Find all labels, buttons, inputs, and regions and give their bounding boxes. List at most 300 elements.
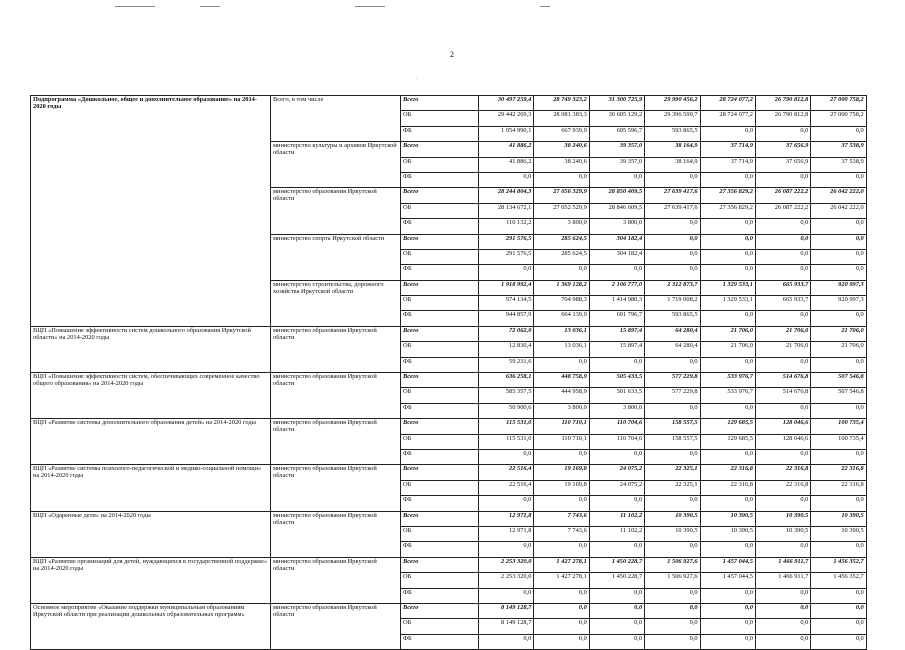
amount-cell: 0,0 bbox=[811, 634, 866, 649]
amount-cell: 2 253 320,0 bbox=[479, 573, 534, 588]
amount-cell: 0,0 bbox=[755, 619, 810, 634]
amount-cell: 10 390,5 bbox=[755, 526, 810, 541]
amount-cell: 0,0 bbox=[811, 357, 866, 372]
amount-cell: 10 390,5 bbox=[755, 511, 810, 526]
amount-cell: 22 516,4 bbox=[479, 465, 534, 480]
amount-cell: 12 971,8 bbox=[479, 511, 534, 526]
amount-cell: 26 790 812,8 bbox=[755, 111, 810, 126]
amount-cell: 129 685,5 bbox=[700, 419, 755, 434]
amount-cell: 0,0 bbox=[755, 126, 810, 141]
amount-cell: 26 042 222,0 bbox=[811, 203, 866, 218]
amount-cell: 29 990 456,2 bbox=[645, 96, 700, 111]
funding-source-cell: ФБ bbox=[401, 403, 479, 418]
amount-cell: 50 900,6 bbox=[479, 403, 534, 418]
amount-cell: 593 865,5 bbox=[645, 126, 700, 141]
funding-source-cell: ОБ bbox=[401, 573, 479, 588]
amount-cell: 0,0 bbox=[534, 172, 589, 187]
amount-cell: 0,0 bbox=[645, 403, 700, 418]
amount-cell: 1 054 990,1 bbox=[479, 126, 534, 141]
organization-cell: министерство образования Иркутской области bbox=[271, 603, 401, 649]
amount-cell: 10 390,5 bbox=[700, 526, 755, 541]
amount-cell: 0,0 bbox=[755, 403, 810, 418]
amount-cell: 0,0 bbox=[811, 603, 866, 618]
amount-cell: 110 704,6 bbox=[589, 419, 644, 434]
table-row bbox=[31, 419, 867, 434]
funding-source-cell: ОБ bbox=[401, 526, 479, 541]
amount-cell: 304 182,4 bbox=[589, 249, 644, 264]
amount-cell: 21 706,0 bbox=[700, 326, 755, 341]
funding-source-cell: ОБ bbox=[401, 111, 479, 126]
amount-cell: 39 357,0 bbox=[589, 142, 644, 157]
amount-cell: 128 046,6 bbox=[755, 419, 810, 434]
amount-cell: 24 075,2 bbox=[589, 480, 644, 495]
funding-source-cell: ОБ bbox=[401, 203, 479, 218]
amount-cell: 28 749 323,2 bbox=[534, 96, 589, 111]
amount-cell: 59 231,6 bbox=[479, 357, 534, 372]
funding-source-cell: Всего bbox=[401, 188, 479, 203]
amount-cell: 30 497 259,4 bbox=[479, 96, 534, 111]
amount-cell: 28 724 077,2 bbox=[700, 111, 755, 126]
amount-cell: 110 710,1 bbox=[534, 419, 589, 434]
amount-cell: 585 357,5 bbox=[479, 388, 534, 403]
amount-cell: 27 639 417,6 bbox=[645, 203, 700, 218]
amount-cell: 0,0 bbox=[700, 403, 755, 418]
organization-cell: министерство образования Иркутской области bbox=[271, 188, 401, 234]
amount-cell: 1 456 352,7 bbox=[811, 557, 866, 572]
organization-cell: министерство образования Иркутской области bbox=[271, 326, 401, 372]
amount-cell: 0,0 bbox=[534, 619, 589, 634]
amount-cell: 0,0 bbox=[755, 449, 810, 464]
amount-cell: 0,0 bbox=[645, 542, 700, 557]
amount-cell: 3 800,0 bbox=[534, 219, 589, 234]
amount-cell: 110 710,1 bbox=[534, 434, 589, 449]
amount-cell: 22 316,8 bbox=[755, 480, 810, 495]
amount-cell: 0,0 bbox=[700, 249, 755, 264]
amount-cell: 15 897,4 bbox=[589, 326, 644, 341]
funding-source-cell: Всего bbox=[401, 373, 479, 388]
amount-cell: 158 557,5 bbox=[645, 434, 700, 449]
amount-cell: 285 624,5 bbox=[534, 234, 589, 249]
amount-cell: 0,0 bbox=[700, 126, 755, 141]
funding-source-cell: ОБ bbox=[401, 157, 479, 172]
funding-source-cell: ФБ bbox=[401, 126, 479, 141]
budget-table bbox=[30, 95, 867, 650]
amount-cell: 30 605 129,2 bbox=[589, 111, 644, 126]
funding-source-cell: Всего bbox=[401, 234, 479, 249]
amount-cell: 0,0 bbox=[755, 357, 810, 372]
amount-cell: 26 790 812,8 bbox=[755, 96, 810, 111]
amount-cell: 1 719 008,2 bbox=[645, 296, 700, 311]
amount-cell: 0,0 bbox=[534, 603, 589, 618]
funding-source-cell: Всего bbox=[401, 557, 479, 572]
amount-cell: 0,0 bbox=[645, 357, 700, 372]
amount-cell: 304 182,4 bbox=[589, 234, 644, 249]
amount-cell: 27 356 829,2 bbox=[700, 188, 755, 203]
amount-cell: 0,0 bbox=[700, 496, 755, 511]
amount-cell: 0,0 bbox=[534, 588, 589, 603]
amount-cell: 0,0 bbox=[645, 219, 700, 234]
amount-cell: 2 106 777,0 bbox=[589, 280, 644, 295]
amount-cell: 0,0 bbox=[645, 603, 700, 618]
amount-cell: 21 706,0 bbox=[700, 342, 755, 357]
amount-cell: 0,0 bbox=[755, 219, 810, 234]
amount-cell: 38 164,9 bbox=[645, 157, 700, 172]
amount-cell: 0,0 bbox=[811, 449, 866, 464]
amount-cell: 10 390,5 bbox=[700, 511, 755, 526]
amount-cell: 21 706,0 bbox=[811, 342, 866, 357]
amount-cell: 7 743,6 bbox=[534, 526, 589, 541]
amount-cell: 0,0 bbox=[589, 265, 644, 280]
amount-cell: 24 075,2 bbox=[589, 465, 644, 480]
amount-cell: 27 000 758,2 bbox=[811, 96, 866, 111]
funding-source-cell: ФБ bbox=[401, 265, 479, 280]
amount-cell: 448 758,9 bbox=[534, 373, 589, 388]
amount-cell: 27 052 529,9 bbox=[534, 203, 589, 218]
amount-cell: 0,0 bbox=[534, 496, 589, 511]
funding-source-cell: ФБ bbox=[401, 588, 479, 603]
amount-cell: 21 706,0 bbox=[755, 326, 810, 341]
amount-cell: 27 356 829,2 bbox=[700, 203, 755, 218]
amount-cell: 0,0 bbox=[811, 403, 866, 418]
amount-cell: 27 056 329,9 bbox=[534, 188, 589, 203]
amount-cell: 0,0 bbox=[811, 172, 866, 187]
amount-cell: 22 316,8 bbox=[811, 480, 866, 495]
amount-cell: 533 976,7 bbox=[700, 373, 755, 388]
amount-cell: 110 132,2 bbox=[479, 219, 534, 234]
amount-cell: 0,0 bbox=[534, 449, 589, 464]
amount-cell: 28 846 609,5 bbox=[589, 203, 644, 218]
amount-cell: 0,0 bbox=[811, 126, 866, 141]
amount-cell: 1 506 927,6 bbox=[645, 573, 700, 588]
funding-source-cell: ОБ bbox=[401, 619, 479, 634]
amount-cell: 27 000 758,2 bbox=[811, 111, 866, 126]
amount-cell: 10 390,5 bbox=[811, 526, 866, 541]
amount-cell: 2 253 320,0 bbox=[479, 557, 534, 572]
amount-cell: 8 149 128,7 bbox=[479, 603, 534, 618]
scan-dot: · bbox=[416, 76, 418, 82]
amount-cell: 505 433,5 bbox=[589, 373, 644, 388]
amount-cell: 514 676,8 bbox=[755, 388, 810, 403]
amount-cell: 1 427 278,1 bbox=[534, 573, 589, 588]
amount-cell: 1 466 911,7 bbox=[755, 573, 810, 588]
amount-cell: 37 714,9 bbox=[700, 157, 755, 172]
amount-cell: 0,0 bbox=[479, 449, 534, 464]
amount-cell: 10 390,5 bbox=[645, 526, 700, 541]
amount-cell: 28 244 804,3 bbox=[479, 188, 534, 203]
budget-table-body bbox=[31, 96, 867, 650]
amount-cell: 0,0 bbox=[755, 634, 810, 649]
amount-cell: 0,0 bbox=[589, 172, 644, 187]
amount-cell: 0,0 bbox=[589, 619, 644, 634]
amount-cell: 0,0 bbox=[589, 496, 644, 511]
amount-cell: 38 164,9 bbox=[645, 142, 700, 157]
amount-cell: 664 139,9 bbox=[534, 311, 589, 326]
amount-cell: 1 506 927,6 bbox=[645, 557, 700, 572]
amount-cell: 0,0 bbox=[811, 265, 866, 280]
amount-cell: 64 280,4 bbox=[645, 326, 700, 341]
amount-cell: 665 933,7 bbox=[755, 296, 810, 311]
amount-cell: 31 300 725,9 bbox=[589, 96, 644, 111]
amount-cell: 1 918 992,4 bbox=[479, 280, 534, 295]
amount-cell: 691 796,7 bbox=[589, 311, 644, 326]
amount-cell: 507 546,8 bbox=[811, 388, 866, 403]
amount-cell: 128 046,6 bbox=[755, 434, 810, 449]
amount-cell: 285 624,5 bbox=[534, 249, 589, 264]
amount-cell: 920 997,3 bbox=[811, 280, 866, 295]
amount-cell: 0,0 bbox=[755, 234, 810, 249]
amount-cell: 0,0 bbox=[700, 449, 755, 464]
amount-cell: 28 134 672,1 bbox=[479, 203, 534, 218]
amount-cell: 0,0 bbox=[534, 357, 589, 372]
amount-cell: 37 656,9 bbox=[755, 157, 810, 172]
amount-cell: 19 169,8 bbox=[534, 465, 589, 480]
amount-cell: 1 466 911,7 bbox=[755, 557, 810, 572]
amount-cell: 0,0 bbox=[645, 634, 700, 649]
amount-cell: 0,0 bbox=[645, 449, 700, 464]
amount-cell: 64 280,4 bbox=[645, 342, 700, 357]
amount-cell: 0,0 bbox=[534, 634, 589, 649]
amount-cell: 0,0 bbox=[755, 311, 810, 326]
funding-source-cell: Всего bbox=[401, 419, 479, 434]
amount-cell: 37 656,9 bbox=[755, 142, 810, 157]
amount-cell: 28 850 409,5 bbox=[589, 188, 644, 203]
amount-cell: 7 743,6 bbox=[534, 511, 589, 526]
amount-cell: 533 976,7 bbox=[700, 388, 755, 403]
organization-cell: министерство строительства, дорожного хозяйства Иркутской области bbox=[271, 280, 401, 326]
amount-cell: 0,0 bbox=[589, 588, 644, 603]
amount-cell: 158 557,5 bbox=[645, 419, 700, 434]
amount-cell: 10 390,5 bbox=[645, 511, 700, 526]
amount-cell: 0,0 bbox=[755, 603, 810, 618]
amount-cell: 0,0 bbox=[811, 542, 866, 557]
amount-cell: 29 442 269,3 bbox=[479, 111, 534, 126]
program-name-cell: Основное мероприятие «Оказание поддержки муниципальным образованиям Иркутской области при реализации дошкольных образовательных программ» bbox=[31, 603, 271, 649]
amount-cell: 0,0 bbox=[700, 588, 755, 603]
amount-cell: 28 724 077,2 bbox=[700, 96, 755, 111]
amount-cell: 0,0 bbox=[700, 603, 755, 618]
program-name-cell: ВЦП «Повышение эффективности систем, обеспечивающих современное качество общего образования» на 2014-2020 годы bbox=[31, 373, 271, 419]
amount-cell: 514 676,8 bbox=[755, 373, 810, 388]
amount-cell: 110 704,6 bbox=[589, 434, 644, 449]
amount-cell: 0,0 bbox=[589, 357, 644, 372]
scan-artifact-line bbox=[0, 6, 905, 8]
funding-source-cell: ФБ bbox=[401, 219, 479, 234]
funding-source-cell: Всего bbox=[401, 280, 479, 295]
amount-cell: 0,0 bbox=[755, 542, 810, 557]
funding-source-cell: Всего bbox=[401, 603, 479, 618]
amount-cell: 3 800,0 bbox=[589, 403, 644, 418]
amount-cell: 26 087 222,2 bbox=[755, 188, 810, 203]
amount-cell: 3 800,0 bbox=[589, 219, 644, 234]
amount-cell: 0,0 bbox=[811, 219, 866, 234]
amount-cell: 593 865,5 bbox=[645, 311, 700, 326]
funding-source-cell: ФБ bbox=[401, 634, 479, 649]
amount-cell: 100 735,4 bbox=[811, 434, 866, 449]
amount-cell: 15 897,4 bbox=[589, 342, 644, 357]
amount-cell: 0,0 bbox=[479, 542, 534, 557]
amount-cell: 0,0 bbox=[811, 496, 866, 511]
program-name-cell: ВЦП «Развитие организаций для детей, нуждающихся в государственной поддержке» на 2014-2020 годы bbox=[31, 557, 271, 603]
amount-cell: 0,0 bbox=[755, 265, 810, 280]
funding-source-cell: ФБ bbox=[401, 311, 479, 326]
funding-source-cell: ОБ bbox=[401, 249, 479, 264]
amount-cell: 0,0 bbox=[755, 496, 810, 511]
amount-cell: 920 997,3 bbox=[811, 296, 866, 311]
amount-cell: 41 886,2 bbox=[479, 142, 534, 157]
amount-cell: 115 531,0 bbox=[479, 419, 534, 434]
amount-cell: 501 633,5 bbox=[589, 388, 644, 403]
program-name-cell: ВЦП «Повышение эффективности систем дошкольного образования Иркутской области» на 2014-2020 годы bbox=[31, 326, 271, 372]
funding-source-cell: ФБ bbox=[401, 357, 479, 372]
amount-cell: 115 531,0 bbox=[479, 434, 534, 449]
amount-cell: 0,0 bbox=[645, 249, 700, 264]
page-number: 2 bbox=[450, 50, 454, 59]
table-row bbox=[31, 373, 867, 388]
amount-cell: 1 329 533,1 bbox=[700, 280, 755, 295]
organization-cell: министерство образования Иркутской области bbox=[271, 419, 401, 465]
organization-cell: министерство образования Иркутской области bbox=[271, 557, 401, 603]
amount-cell: 1 329 533,1 bbox=[700, 296, 755, 311]
amount-cell: 38 240,6 bbox=[534, 157, 589, 172]
funding-source-cell: Всего bbox=[401, 326, 479, 341]
funding-source-cell: Всего bbox=[401, 142, 479, 157]
amount-cell: 22 316,8 bbox=[700, 465, 755, 480]
amount-cell: 0,0 bbox=[645, 265, 700, 280]
amount-cell: 13 036,1 bbox=[534, 326, 589, 341]
amount-cell: 695 596,7 bbox=[589, 126, 644, 141]
organization-cell: министерство образования Иркутской области bbox=[271, 465, 401, 511]
amount-cell: 0,0 bbox=[811, 311, 866, 326]
amount-cell: 0,0 bbox=[755, 249, 810, 264]
amount-cell: 37 538,9 bbox=[811, 157, 866, 172]
funding-source-cell: ОБ bbox=[401, 388, 479, 403]
amount-cell: 0,0 bbox=[645, 172, 700, 187]
table-row bbox=[31, 96, 867, 111]
amount-cell: 21 706,0 bbox=[755, 342, 810, 357]
organization-cell: Всего, в том числе bbox=[271, 96, 401, 142]
amount-cell: 665 933,7 bbox=[755, 280, 810, 295]
amount-cell: 37 714,9 bbox=[700, 142, 755, 157]
amount-cell: 0,0 bbox=[811, 234, 866, 249]
amount-cell: 22 325,1 bbox=[645, 480, 700, 495]
funding-source-cell: Всего bbox=[401, 511, 479, 526]
amount-cell: 72 062,0 bbox=[479, 326, 534, 341]
amount-cell: 2 312 873,7 bbox=[645, 280, 700, 295]
funding-source-cell: ФБ bbox=[401, 449, 479, 464]
amount-cell: 944 857,9 bbox=[479, 311, 534, 326]
amount-cell: 100 735,4 bbox=[811, 419, 866, 434]
table-row bbox=[31, 603, 867, 618]
amount-cell: 444 958,9 bbox=[534, 388, 589, 403]
amount-cell: 0,0 bbox=[755, 172, 810, 187]
amount-cell: 1 456 352,7 bbox=[811, 573, 866, 588]
amount-cell: 26 087 222,2 bbox=[755, 203, 810, 218]
amount-cell: 13 036,1 bbox=[534, 342, 589, 357]
funding-source-cell: Всего bbox=[401, 465, 479, 480]
organization-cell: министерство образования Иркутской области bbox=[271, 373, 401, 419]
amount-cell: 1 450 228,7 bbox=[589, 573, 644, 588]
amount-cell: 0,0 bbox=[645, 234, 700, 249]
amount-cell: 0,0 bbox=[811, 619, 866, 634]
amount-cell: 39 357,0 bbox=[589, 157, 644, 172]
amount-cell: 0,0 bbox=[700, 357, 755, 372]
amount-cell: 8 149 128,7 bbox=[479, 619, 534, 634]
amount-cell: 577 229,8 bbox=[645, 373, 700, 388]
amount-cell: 1 457 044,5 bbox=[700, 573, 755, 588]
amount-cell: 0,0 bbox=[645, 619, 700, 634]
amount-cell: 19 169,8 bbox=[534, 480, 589, 495]
funding-source-cell: ФБ bbox=[401, 496, 479, 511]
amount-cell: 22 325,1 bbox=[645, 465, 700, 480]
amount-cell: 11 102,2 bbox=[589, 526, 644, 541]
amount-cell: 0,0 bbox=[811, 249, 866, 264]
table-row bbox=[31, 465, 867, 480]
amount-cell: 38 240,6 bbox=[534, 142, 589, 157]
amount-cell: 11 102,2 bbox=[589, 511, 644, 526]
amount-cell: 0,0 bbox=[645, 588, 700, 603]
amount-cell: 0,0 bbox=[479, 265, 534, 280]
amount-cell: 0,0 bbox=[700, 311, 755, 326]
amount-cell: 27 639 417,6 bbox=[645, 188, 700, 203]
funding-source-cell: ФБ bbox=[401, 172, 479, 187]
amount-cell: 0,0 bbox=[700, 172, 755, 187]
table-row bbox=[31, 326, 867, 341]
organization-cell: министерство спорта Иркутской области bbox=[271, 234, 401, 280]
amount-cell: 0,0 bbox=[700, 634, 755, 649]
amount-cell: 10 390,5 bbox=[811, 511, 866, 526]
amount-cell: 0,0 bbox=[534, 265, 589, 280]
amount-cell: 704 988,3 bbox=[534, 296, 589, 311]
amount-cell: 0,0 bbox=[755, 588, 810, 603]
amount-cell: 12 830,4 bbox=[479, 342, 534, 357]
amount-cell: 0,0 bbox=[700, 542, 755, 557]
amount-cell: 22 316,8 bbox=[755, 465, 810, 480]
program-name-cell: ВЦП «Развитие системы психолого-педагогической и медико-социальной помощи» на 2014-2020 годы bbox=[31, 465, 271, 511]
amount-cell: 0,0 bbox=[589, 449, 644, 464]
amount-cell: 22 316,8 bbox=[811, 465, 866, 480]
organization-cell: министерство образования Иркутской области bbox=[271, 511, 401, 557]
amount-cell: 0,0 bbox=[700, 265, 755, 280]
amount-cell: 0,0 bbox=[700, 219, 755, 234]
program-name-cell: Подпрограмма «Дошкольное, общее и дополнительное образование» на 2014-2020 годы bbox=[31, 96, 271, 327]
amount-cell: 291 576,5 bbox=[479, 234, 534, 249]
amount-cell: 0,0 bbox=[479, 496, 534, 511]
table-row bbox=[31, 511, 867, 526]
funding-source-cell: ФБ bbox=[401, 542, 479, 557]
amount-cell: 37 538,9 bbox=[811, 142, 866, 157]
amount-cell: 0,0 bbox=[811, 588, 866, 603]
amount-cell: 26 042 222,0 bbox=[811, 188, 866, 203]
amount-cell: 974 134,5 bbox=[479, 296, 534, 311]
funding-source-cell: ОБ bbox=[401, 296, 479, 311]
funding-source-cell: ОБ bbox=[401, 342, 479, 357]
amount-cell: 22 316,8 bbox=[700, 480, 755, 495]
amount-cell: 0,0 bbox=[589, 634, 644, 649]
amount-cell: 577 229,8 bbox=[645, 388, 700, 403]
amount-cell: 12 971,8 bbox=[479, 526, 534, 541]
amount-cell: 1 450 228,7 bbox=[589, 557, 644, 572]
amount-cell: 0,0 bbox=[589, 542, 644, 557]
amount-cell: 21 706,0 bbox=[811, 326, 866, 341]
funding-source-cell: Всего bbox=[401, 96, 479, 111]
amount-cell: 636 258,1 bbox=[479, 373, 534, 388]
amount-cell: 1 369 128,2 bbox=[534, 280, 589, 295]
amount-cell: 0,0 bbox=[589, 603, 644, 618]
amount-cell: 28 081 383,3 bbox=[534, 111, 589, 126]
amount-cell: 507 546,8 bbox=[811, 373, 866, 388]
amount-cell: 1 414 980,3 bbox=[589, 296, 644, 311]
amount-cell: 0,0 bbox=[479, 588, 534, 603]
